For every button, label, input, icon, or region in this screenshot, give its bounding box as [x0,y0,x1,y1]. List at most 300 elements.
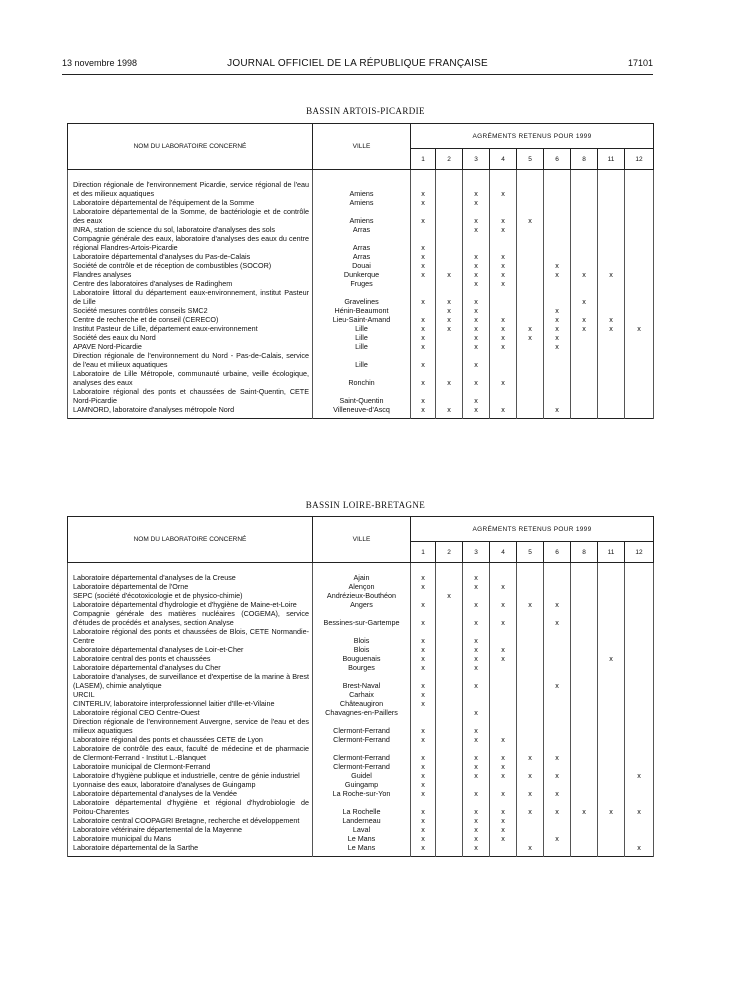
column-header-number: 12 [625,149,654,170]
city-name: Clermont-Ferrand [313,762,411,771]
column-header-number: 5 [517,542,544,563]
agrement-mark: x [598,798,625,816]
agrement-mark: x [544,600,571,609]
agrement-mark: x [436,591,463,600]
agrement-mark: x [490,744,517,762]
city-name: Lieu-Saint-Amand [313,315,411,324]
agrement-mark: x [463,261,490,270]
city-name: Arras [313,225,411,234]
agrement-mark [598,699,625,708]
city-name: Bessines-sur-Gartempe [313,609,411,627]
agrement-mark [517,342,544,351]
laboratory-name: Laboratoire de Lille Métropole, communauté urbaine, veille écologique, analyses des eaux [68,369,313,387]
agrement-mark: x [411,798,436,816]
column-header-city: VILLE [313,124,411,170]
agrement-mark: x [490,324,517,333]
agrement-mark: x [463,789,490,798]
agrement-mark [436,645,463,654]
agrement-mark [436,780,463,789]
agrement-mark: x [598,324,625,333]
agrement-mark [625,279,654,288]
agrement-mark [571,387,598,405]
agrement-mark: x [463,369,490,387]
table-row [68,315,654,324]
table-row [68,762,654,771]
agrement-mark [490,351,517,369]
agrement-mark: x [490,270,517,279]
agrement-mark [463,234,490,252]
agrement-mark [625,717,654,735]
agrement-mark [517,717,544,735]
agrement-mark: x [463,816,490,825]
agrement-mark [625,663,654,672]
agrement-mark [598,645,625,654]
table-row [68,234,654,252]
agrement-mark [625,225,654,234]
table-row [68,645,654,654]
agrement-mark [436,735,463,744]
agrement-mark [598,333,625,342]
agrement-mark [625,744,654,762]
column-header-number: 2 [436,149,463,170]
laboratory-name: Laboratoire départemental d'analyses de la Vendée [68,789,313,798]
city-name: La Rochelle [313,798,411,816]
agrement-mark [517,591,544,600]
column-header-name: NOM DU LABORATOIRE CONCERNÉ [68,517,313,563]
agrement-mark: x [411,600,436,609]
agrement-mark [625,234,654,252]
laboratory-name: Institut Pasteur de Lille, département eaux-environnement [68,324,313,333]
agrement-mark: x [463,252,490,261]
agrement-mark [598,180,625,198]
agrement-mark [517,369,544,387]
agrement-mark: x [411,663,436,672]
agrement-mark [571,789,598,798]
agrement-mark [571,672,598,690]
agrement-mark: x [463,843,490,852]
table-row [68,270,654,279]
agrement-mark [490,780,517,789]
laboratory-name: Laboratoire de contrôle des eaux, faculté de médecine et de pharmacie de Clermont-Ferrand - Institut L.-Blanquet [68,744,313,762]
agrement-mark: x [463,288,490,306]
agrement-mark [517,351,544,369]
agrement-mark: x [411,780,436,789]
header-date: 13 novembre 1998 [62,58,138,68]
agrement-mark [625,699,654,708]
agrement-mark [598,288,625,306]
agrement-mark: x [490,261,517,270]
agrement-mark [598,279,625,288]
agrement-mark: x [463,207,490,225]
city-name: Villeneuve-d'Ascq [313,405,411,414]
table-row [68,708,654,717]
agrement-mark [490,288,517,306]
agrement-mark [544,654,571,663]
laboratory-name: Laboratoire départemental d'analyses de Loir-et-Cher [68,645,313,654]
agrement-mark [625,762,654,771]
agrement-mark [598,261,625,270]
agrement-mark [436,387,463,405]
agrement-mark: x [517,600,544,609]
laboratory-name: URCIL [68,690,313,699]
agrement-mark [598,834,625,843]
agrement-mark [544,591,571,600]
table-row [68,288,654,306]
agrement-mark [598,708,625,717]
column-header-number: 4 [490,149,517,170]
agrement-mark [436,834,463,843]
agrement-mark: x [411,333,436,342]
laboratory-name: Compagnie générale des eaux, laboratoire d'analyses des eaux du centre régional Flandres-Artois-Picardie [68,234,313,252]
agrement-mark: x [411,573,436,582]
agrement-mark [490,672,517,690]
agrement-mark [571,645,598,654]
agrement-mark: x [490,279,517,288]
table-row [68,198,654,207]
agrement-mark: x [463,672,490,690]
agrement-mark [571,816,598,825]
laboratory-name: Laboratoire d'analyses, de surveillance et d'expertise de la marine à Brest (LASEM), chimie analytique [68,672,313,690]
table-row [68,207,654,225]
agrement-mark [411,306,436,315]
table-row [68,816,654,825]
laboratory-name: Compagnie générale des matières nucléaires (COGEMA), service d'études de procédés et analyses, section Analyse [68,609,313,627]
agrement-mark [490,843,517,852]
agrement-mark: x [436,369,463,387]
agrement-mark [411,708,436,717]
agrement-mark: x [411,654,436,663]
agrement-mark: x [411,843,436,852]
agrement-mark [625,573,654,582]
city-name: Le Mans [313,843,411,852]
agrement-mark: x [625,843,654,852]
table-row [68,582,654,591]
agrement-mark [544,207,571,225]
agrement-mark [436,663,463,672]
agrement-mark [598,762,625,771]
agrement-mark: x [411,645,436,654]
city-name: Arras [313,234,411,252]
agrement-mark [517,645,544,654]
city-name: Andrézieux-Bouthéon [313,591,411,600]
agrement-mark [544,573,571,582]
agrement-mark [598,744,625,762]
table-row [68,405,654,414]
table-row [68,387,654,405]
agrement-mark: x [598,315,625,324]
agrement-mark: x [463,279,490,288]
agrement-mark: x [490,609,517,627]
agrement-mark: x [411,771,436,780]
laboratory-name: Direction régionale de l'environnement Picardie, service régional de l'eau et des milieux aquatiques [68,180,313,198]
agrement-mark [436,207,463,225]
agrement-mark [598,717,625,735]
agrement-mark [517,609,544,627]
agrement-mark [517,252,544,261]
agrement-mark [517,573,544,582]
table-row [68,798,654,816]
laboratory-name: Laboratoire d'hygiène publique et industrielle, centre de génie industriel [68,771,313,780]
agrement-mark [625,306,654,315]
agrement-mark [625,654,654,663]
agrement-mark [571,627,598,645]
agrement-mark [544,825,571,834]
agrement-mark: x [598,654,625,663]
agrement-mark: x [517,798,544,816]
column-header-number: 1 [411,542,436,563]
agrement-mark [436,717,463,735]
agrement-mark [571,600,598,609]
agrement-mark: x [544,789,571,798]
agrement-mark [625,342,654,351]
column-header-number: 6 [544,149,571,170]
agrement-mark [517,225,544,234]
laboratory-name: Société des eaux du Nord [68,333,313,342]
laboratory-name: Laboratoire vétérinaire départemental de la Mayenne [68,825,313,834]
agrement-mark [544,762,571,771]
agrement-mark: x [571,270,598,279]
agrement-mark [598,780,625,789]
agrement-mark [625,834,654,843]
agrement-mark [544,780,571,789]
agrement-mark: x [571,324,598,333]
agrement-mark [571,771,598,780]
agrement-mark [436,843,463,852]
agrement-mark [490,387,517,405]
agrement-mark [517,825,544,834]
agrement-mark: x [411,789,436,798]
agrement-mark [625,405,654,414]
agrement-mark [544,663,571,672]
laboratory-name: Laboratoire départemental de l'Orne [68,582,313,591]
column-header-agrements: AGRÉMENTS RETENUS POUR 1999 [411,124,654,149]
agrement-mark [544,717,571,735]
laboratory-name: Direction régionale de l'environnement du Nord - Pas-de-Calais, service de l'eau et milieux aquatiques [68,351,313,369]
agrement-mark [436,234,463,252]
city-name: Bouguenais [313,654,411,663]
table-row [68,180,654,198]
agrement-mark: x [411,324,436,333]
agrement-mark [490,717,517,735]
agrement-mark [571,690,598,699]
agrement-mark: x [463,645,490,654]
table-row [68,843,654,852]
city-name: Lille [313,333,411,342]
agrement-mark [571,261,598,270]
agrement-mark: x [544,333,571,342]
agrement-mark [625,645,654,654]
agrement-mark [544,387,571,405]
city-name: Saint-Quentin [313,387,411,405]
column-header-number: 2 [436,542,463,563]
column-header-number: 1 [411,149,436,170]
agrement-mark: x [411,582,436,591]
agrement-mark: x [517,789,544,798]
agrement-mark: x [490,180,517,198]
agrement-mark [517,735,544,744]
agrement-mark: x [463,315,490,324]
agrement-mark [436,654,463,663]
agrement-mark [544,699,571,708]
table-row [68,717,654,735]
agrement-mark: x [463,270,490,279]
agrement-mark [436,573,463,582]
table-row [68,744,654,762]
agrement-mark [625,600,654,609]
agrement-mark [598,627,625,645]
agrement-mark: x [436,270,463,279]
table-row [68,834,654,843]
laboratory-name: Laboratoire littoral du département eaux-environnement, institut Pasteur de Lille [68,288,313,306]
agrement-mark: x [411,180,436,198]
agrement-mark: x [411,252,436,261]
agrement-mark [571,582,598,591]
agrement-mark [571,735,598,744]
city-name: Bourges [313,663,411,672]
agrement-mark [544,690,571,699]
agrement-mark [436,672,463,690]
column-header-number: 3 [463,149,490,170]
agrement-mark [571,609,598,627]
agrement-mark [625,387,654,405]
agrement-mark [436,600,463,609]
city-name: Carhaix [313,690,411,699]
city-name: Gravelines [313,288,411,306]
agrement-mark [436,744,463,762]
agrement-mark: x [571,288,598,306]
agrement-mark [436,279,463,288]
agrement-mark: x [625,324,654,333]
agrement-mark [544,582,571,591]
laboratory-table [67,516,654,857]
agrement-mark [517,582,544,591]
agrement-mark: x [490,582,517,591]
city-name: Lille [313,324,411,333]
city-name: Arras [313,252,411,261]
agrement-mark [490,234,517,252]
table-row [68,600,654,609]
table-row [68,324,654,333]
agrement-mark [463,591,490,600]
column-header-name: NOM DU LABORATOIRE CONCERNÉ [68,124,313,170]
column-header-number: 5 [517,149,544,170]
agrement-mark [571,834,598,843]
agrement-mark [571,351,598,369]
table-row [68,771,654,780]
column-header-city: VILLE [313,517,411,563]
agrement-mark [517,198,544,207]
agrement-mark [517,663,544,672]
agrement-mark [625,270,654,279]
table-row [68,825,654,834]
agrement-mark: x [463,663,490,672]
table-row [68,591,654,600]
agrement-mark [625,789,654,798]
laboratory-table [67,123,654,419]
agrement-mark [463,780,490,789]
city-name: Lille [313,342,411,351]
city-name: Ajain [313,573,411,582]
agrement-mark: x [463,627,490,645]
agrement-mark: x [463,180,490,198]
agrement-mark [517,816,544,825]
agrement-mark: x [411,609,436,627]
agrement-mark [571,342,598,351]
agrement-mark [517,306,544,315]
agrement-mark [571,279,598,288]
agrement-mark [517,261,544,270]
city-name: Landerneau [313,816,411,825]
city-name: Guidel [313,771,411,780]
table-row [68,369,654,387]
city-name: Douai [313,261,411,270]
agrement-mark: x [411,261,436,270]
agrement-mark: x [490,315,517,324]
agrement-mark: x [411,699,436,708]
agrement-mark [571,825,598,834]
agrement-mark [411,279,436,288]
agrement-mark [598,207,625,225]
city-name: Alençon [313,582,411,591]
agrement-mark [490,699,517,708]
agrement-mark: x [411,825,436,834]
agrement-mark: x [411,762,436,771]
table-row [68,654,654,663]
agrement-mark [517,180,544,198]
agrement-mark [436,225,463,234]
agrement-mark: x [490,252,517,261]
agrement-mark [571,225,598,234]
agrement-mark [598,843,625,852]
agrement-mark: x [463,798,490,816]
agrement-mark: x [490,342,517,351]
agrement-mark: x [490,825,517,834]
laboratory-name: Laboratoire départemental d'hydrologie et d'hygiène de Maine-et-Loire [68,600,313,609]
agrement-mark [598,690,625,699]
agrement-mark: x [411,744,436,762]
agrement-mark [598,789,625,798]
agrement-mark [598,405,625,414]
agrement-mark [598,825,625,834]
agrement-mark [517,690,544,699]
agrement-mark [625,288,654,306]
agrement-mark [517,387,544,405]
laboratory-name: Laboratoire départemental d'analyses du Pas-de-Calais [68,252,313,261]
agrement-mark [544,708,571,717]
agrement-mark [490,627,517,645]
agrement-mark [544,252,571,261]
agrement-mark [598,600,625,609]
agrement-mark: x [544,771,571,780]
agrement-mark: x [411,342,436,351]
city-name: Ronchin [313,369,411,387]
agrement-mark: x [463,600,490,609]
agrement-mark: x [411,315,436,324]
city-name: Hénin-Beaumont [313,306,411,315]
agrement-mark: x [517,744,544,762]
agrement-mark: x [463,333,490,342]
city-name: Le Mans [313,834,411,843]
agrement-mark: x [463,825,490,834]
laboratory-name: Laboratoire départemental d'analyses de la Creuse [68,573,313,582]
city-name: Fruges [313,279,411,288]
agrement-mark: x [517,333,544,342]
agrement-mark: x [411,816,436,825]
agrement-mark [436,771,463,780]
agrement-mark [598,225,625,234]
agrement-mark: x [463,744,490,762]
agrement-mark [490,573,517,582]
